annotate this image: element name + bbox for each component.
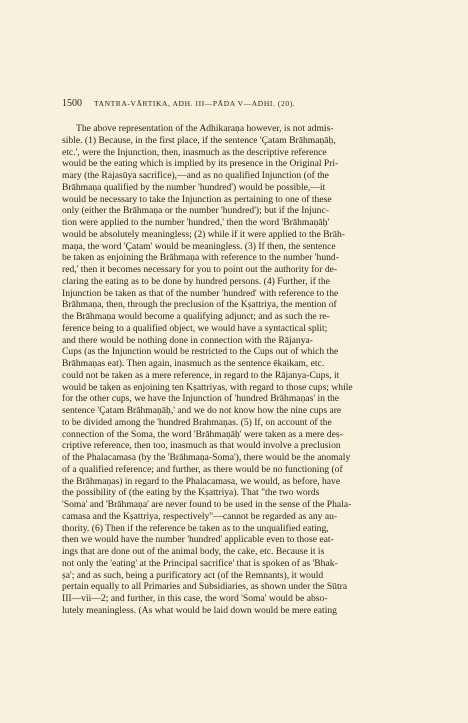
text-line: Brāhmaṇa qualified by the number 'hundred') would be possible,—it [62,181,326,193]
text-line: sentence 'Çatam Brāhmaṇāḥ,' and we do not know how the nine cups are [62,405,342,416]
text-line: ference being to a qualified object, we would have a syntactical split; [62,322,328,334]
running-head: TANTRA-VĀRTIKA, ADH. III—PĀDA V—ADHI. (20). [94,99,296,108]
text-line: Injunction be taken as that of the number 'hundred' with reference to the [62,287,339,299]
text-line: ṣa'; and as such, being a purificatory act (of the Remnants), it would [62,569,324,581]
text-line: and there would be nothing done in connection with the Rājanya- [62,334,313,346]
text-line: Brāhmaṇas eat). Then again, inasmuch as the sentence ēkaikam, etc. [62,358,325,369]
text-line: Cups (as the Injunction would be restricted to the Cups out of which the [62,346,339,358]
text-line: then we would have the number 'hundred' applicable even to those eat- [62,534,334,546]
text-line: for the other cups, we have the Injunction of 'hundred Brāhmaṇas' in the [62,393,340,405]
text-line: pertain equally to all Primaries and Subsidiaries, as shown under the Sūtra [62,581,348,593]
text-line: to be divided among the 'hundred Brahmaṇas. (5) If, on account of the [62,416,332,428]
text-line: the possibility of (the eating by the Kṣattriya). That "the two words [62,487,320,499]
text-line: would be absolutely meaningless; (2) while if it were applied to the Brāh- [62,228,345,240]
text-line: mary (the Rajasūya sacrifice),—and as no qualified Injunction (of the [62,170,329,181]
text-line: be taken as enjoining the Brāhmaṇa with reference to the number 'hund- [62,252,339,264]
text-line: III—vii—2; and further, in this case, the word 'Soma' would be abso- [62,593,328,604]
text-line: The above representation of the Adhikaraṇa however, is not admis- [76,123,334,134]
body-text [62,123,448,617]
text-line: camasa and the Kṣattriya, respectively"—cannot be regarded as any au- [62,510,338,522]
text-line: of the Phalacamasa (by the 'Brāhmaṇa-Soma'), there would be the anomaly [62,452,351,463]
text-line: criptive reference, then too, inasmuch as that would involve a preclusion [62,440,341,452]
text-line: ings that are done out of the animal body, the cake, etc. Because it is [62,546,325,557]
page-number: 1500 [62,98,82,109]
text-line: 'Soma' and 'Brāhmaṇa' are never found to be used in the sense of the Phala- [62,499,352,510]
text-line: maṇa, the word 'Çatam' would be meaningless. (3) If then, the sentence [62,240,336,252]
text-line: connection of the Soma, the word 'Brāhmaṇāḥ' were taken as a mere des- [62,428,343,440]
text-line: not only the 'eating' at the Principal sacrifice' that is spoken of as 'Bhak- [62,557,338,569]
text-line: Brāhmaṇa, then, through the preclusion of the Kṣattriya, the mention of [62,299,337,311]
text-line: the Brāhmaṇa would become a qualifying adjunct; and as such the re- [62,311,330,322]
text-line: sible. (1) Because, in the first place, if the sentence 'Çatam Brāhmaṇāḥ, [62,134,336,146]
text-line: claring the eating as to be done by hundred persons. (4) Further, if the [62,275,330,287]
text-line: tion were applied to the number 'hundred,' then the word 'Brāhmaṇāḥ' [62,217,330,228]
text-line: would be taken as enjoining ten Kṣattriyas, with regard to those cups; while [62,381,353,393]
text-line: only (either the Brāhmaṇa or the number 'hundred'); but if the Injunc- [62,205,329,217]
text-line: the Brāhmaṇas) in regard to the Phalacamasa, we would, as before, have [62,475,341,487]
page-header [62,98,448,109]
text-line: of a qualified reference; and further, as there would be no functioning (of [62,463,343,475]
text-line: lutely meaningless. (As what would be laid down would be mere eating [62,604,337,616]
text-line: thority. (6) Then if the reference be taken as to the unqualified eating, [62,522,329,534]
text-line: would be necessary to take the Injunction as pertaining to one of these [62,193,332,205]
text-line: could not be taken as a mere reference, in regard to the Rājanya-Cups, it [62,369,340,381]
text-line: red,' then it becomes necessary for you to point out the authority for de- [62,264,338,275]
text-line: etc.', were the Injunction, then, inasmuch as the descriptive reference [62,146,327,158]
text-line: would be the eating which is implied by its presence in the Original Pri- [62,158,339,170]
